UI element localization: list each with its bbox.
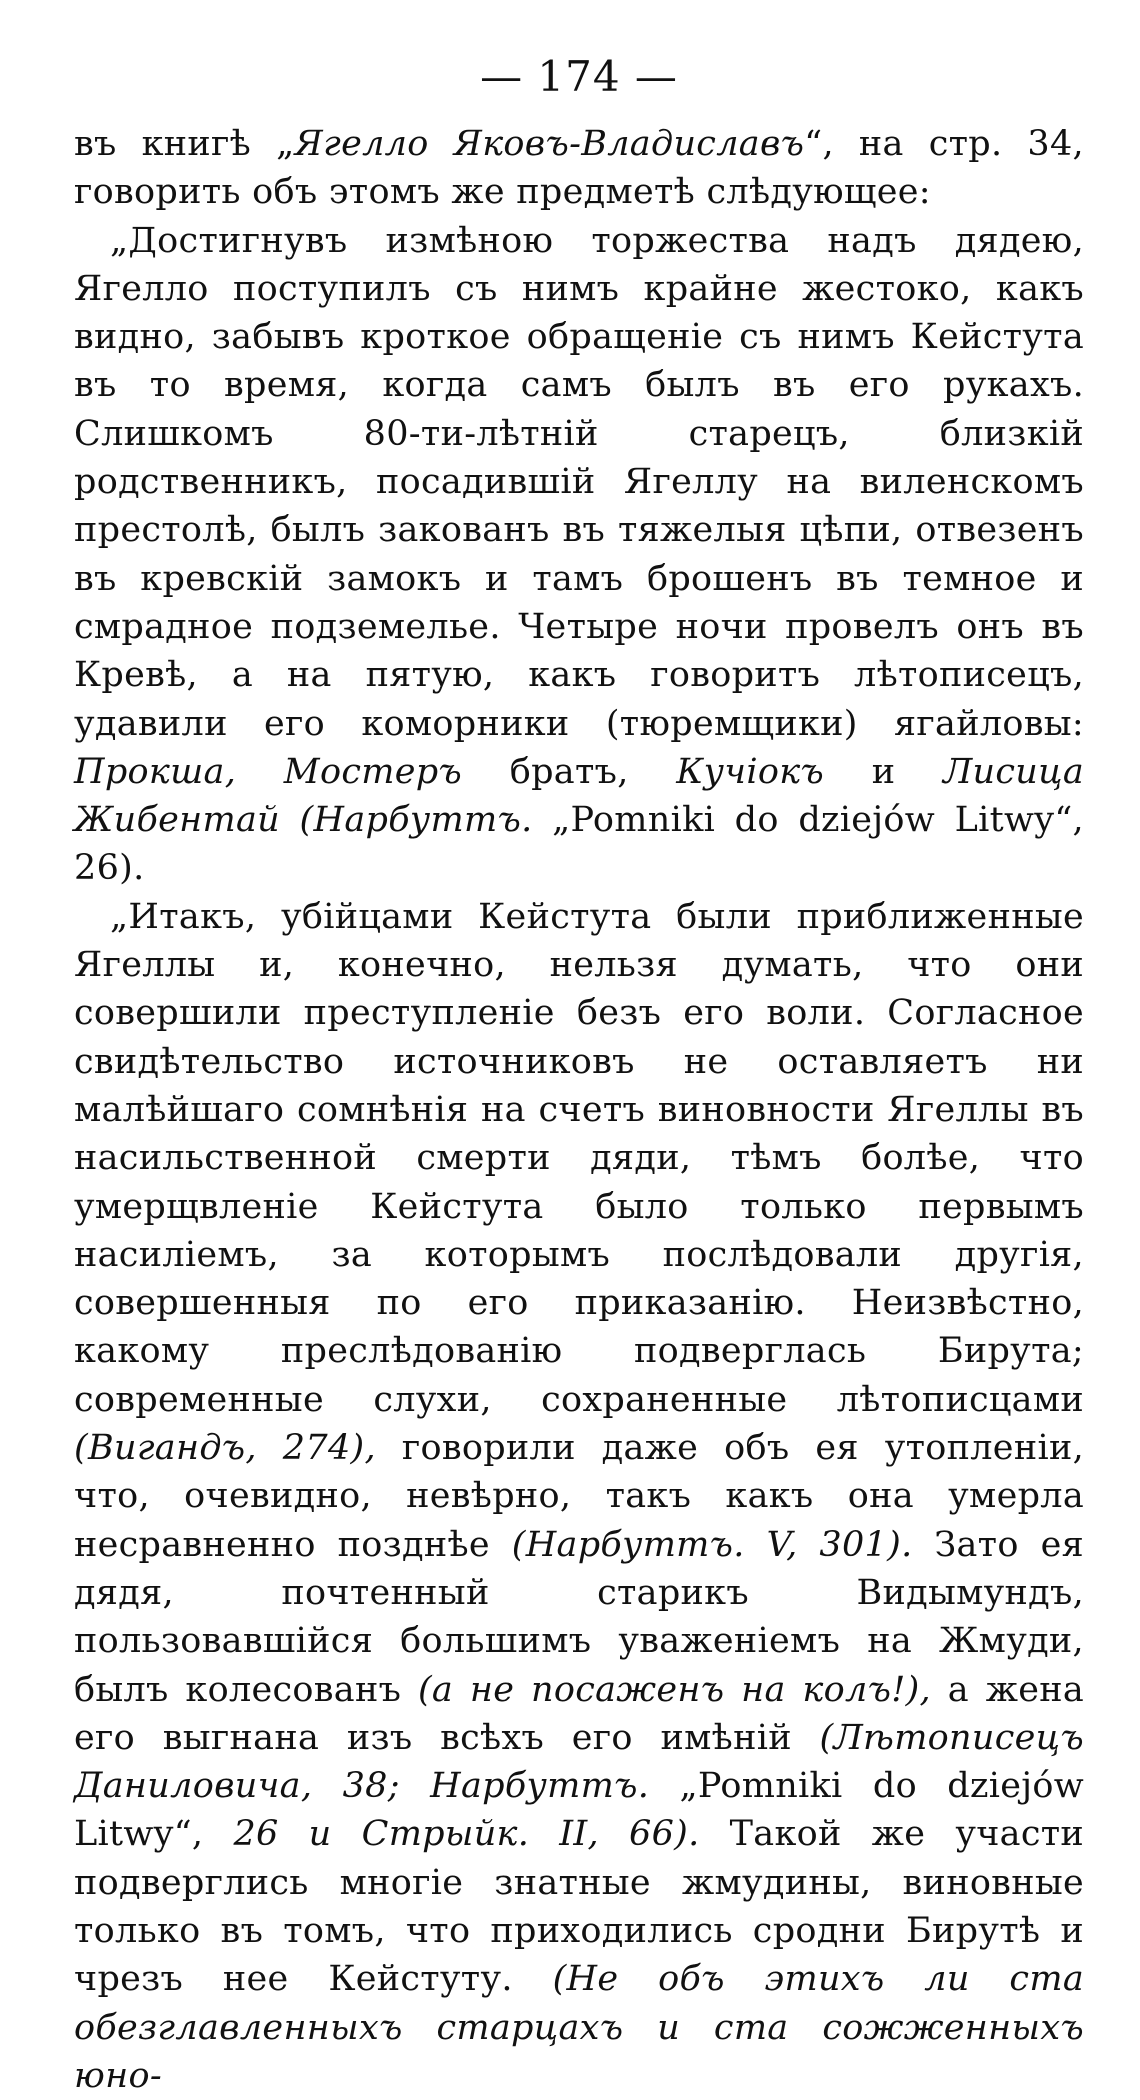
text: въ книгѣ „ xyxy=(74,124,295,164)
italic-citation: (Нарбуттъ. V, 301). xyxy=(511,1524,913,1565)
paragraph-3 xyxy=(74,893,1084,2100)
text: и xyxy=(824,751,944,792)
italic-citation: Лисица Жибентай (Нарбуттъ. xyxy=(74,751,1084,841)
italic-remark: (а не посаженъ на колъ!), xyxy=(417,1669,931,1710)
text: Зато ея дядя, почтенный старикъ Видымундъ, пользовавшійся большимъ уваженіемъ на Жмуди, былъ колесованъ xyxy=(74,1524,1084,1710)
italic-citation: 26 и Стрыйк. II, 66). xyxy=(233,1814,700,1855)
page-number: — 174 — xyxy=(480,52,678,101)
italic-remark: (Не объ этихъ ли ста обезглавленныхъ старцахъ и ста сожженныхъ юно- xyxy=(74,1959,1084,2096)
text: братъ, xyxy=(462,751,677,792)
text: „Достигнувъ измѣною торжества надъ дядею, Ягелло поступилъ съ нимъ крайне жестоко, какъ видно, забывъ кроткое обращеніе съ нимъ Кейстута въ то время, когда самъ былъ въ его рукахъ. Слишкомъ 80-ти-лѣтній старецъ, близкій родственникъ, посадившій Ягеллу на виленскомъ престолѣ, былъ закованъ въ тяжелыя цѣпи, отвезенъ въ кревскій замокъ и тамъ брошенъ въ темное и смрадное подземелье. Четыре ночи провелъ онъ въ Кревѣ, а на пятую, какъ говоритъ лѣтописецъ, удавили его коморники (тюремщики) ягайловы: xyxy=(74,220,1084,744)
italic-citation: (Лѣтописецъ Даниловича, 38; Нарбуттъ. xyxy=(74,1717,1084,1807)
book-title: Ягелло Яковъ-Владиславъ xyxy=(294,124,805,164)
text: а жена его выгнана изъ всѣхъ его имѣній xyxy=(74,1669,1085,1758)
paragraph-2 xyxy=(74,217,1084,893)
text: „Pomniki do dziejów Litwy“, 26). xyxy=(74,800,1084,889)
text: Такой же участи подверглись многіе знатные жмудины, виновные только въ томъ, что приходились сродни Бирутѣ и чрезъ нее Кейстуту. xyxy=(74,1814,1085,2000)
text: говорили даже объ ея утопленіи, что, очевидно, невѣрно, такъ какъ она умерла несравненно позднѣе xyxy=(74,1428,1084,1565)
italic-citation: (Вигандъ, 274), xyxy=(74,1428,376,1469)
italic-names: Прокша, Мостеръ xyxy=(74,751,463,792)
paragraph-1 xyxy=(74,120,1084,217)
text: „Итакъ, убійцами Кейстута были приближенные Ягеллы и, конечно, нельзя думать, что они совершили преступленіе безъ его воли. Согласное свидѣтельство источниковъ не оставляетъ ни малѣйшаго сомнѣнія на счетъ виновности Ягеллы въ насильственной смерти дяди, тѣмъ болѣе, что умерщвленіе Кейстута было только первымъ насиліемъ, за которымъ послѣдовали другія, совершенныя по его приказанію. Неизвѣстно, какому преслѣдованію подверглась Бирута; современные слухи, сохраненные лѣтописцами xyxy=(74,896,1084,1420)
text: „Pomniki do dziejów Litwy“, xyxy=(74,1766,1084,1855)
text: “, на стр. 34, говорить объ этомъ же предметѣ слѣдующее: xyxy=(74,124,1084,213)
italic-name: Кучіокъ xyxy=(676,751,825,792)
